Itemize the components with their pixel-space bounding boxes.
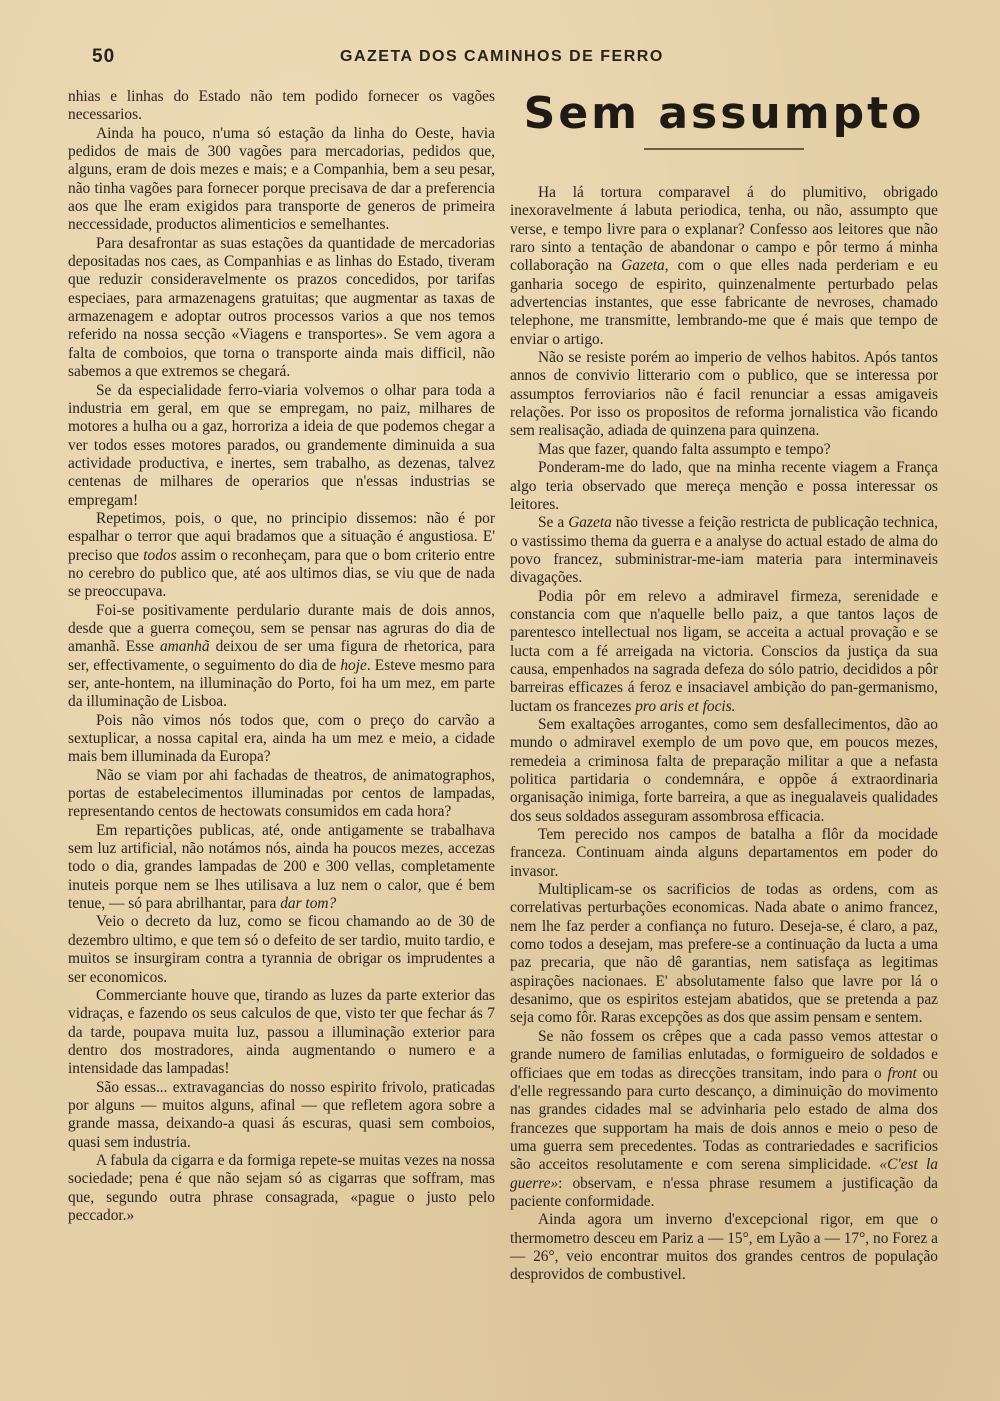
paragraph (510, 588, 938, 716)
paragraph: Ponderam-me do lado, que na minha recente viagem a França algo teria observado que mereça menção e possa interessar os leitores. (510, 459, 938, 513)
text-run: Repetimos, pois, o que, no principio dissemos: não é por espalhar o terror que aqui bradamos que a situação é angustiosa. E' preciso que (68, 509, 495, 564)
title-divider (644, 148, 804, 150)
paragraph: Sem exaltações arrogantes, como sem desfallecimentos, dão ao mundo o admiravel exemplo de um povo que, em poucos mezes, remedeia a criminosa falta de preparação militar a que a nefasta politica partidaria o condemnára, e oppõe á extraordinaria organisação inimiga, forte barreira, a que as inegualaveis qualidades dos seus soldados asseguram assombrosa efficacia. (510, 715, 938, 825)
paragraph: Para desafrontar as suas estações da quantidade de mercadorias depositadas nos caes, as Companhias e as linhas do Estado, tiveram que reduzir consideravelmente os prazos concedidos, por tarifas especiaes, para armazenagens gratuitas; que augmentar as taxas de armazenagem e adoptar outros processos varios a que nos temos referido na nossa secção «Viagens e transportes». Se vem agora a falta de comboios, que torna o transporte ainda mais difficil, não sabemos a que extremos se chegará. (68, 234, 495, 381)
left-column (68, 88, 495, 1225)
paragraph (510, 184, 938, 349)
italic-text: dar tom? (280, 895, 337, 913)
paragraph: Veio o decreto da luz, como se ficou chamando ao de 30 de dezembro ultimo, e que tem só o defeito de ser tardio, muito tardio, e muitos se insurgiram contra a tyrannia de obrigar os imprudentes a ser economicos. (68, 913, 495, 986)
text-run: Se a (538, 514, 569, 532)
paragraph: Se da especialidade ferro-viaria volvemos o olhar para toda a industria em geral, em que se empregam, no paiz, milhares de motores a hulha ou a gaz, horroriza a ideia de que podemos chegar a ver todos esses motores parados, ou grandemente diminuida a sua actividade productiva, e inertes, sem trabalho, as dezenas, talvez centenas de milhares de operarios que n'essas industrias se empregam! (68, 381, 495, 509)
text-run: : observam, e n'essa phrase resumem a justificação da paciente conformidade. (510, 1174, 938, 1210)
italic-text: hoje (340, 656, 367, 674)
paragraph (68, 602, 495, 712)
text-run: deixou de ser uma figura de rhetorica, para ser, effectivamente, o seguimento do dia de (68, 638, 495, 674)
paragraph (510, 514, 938, 587)
italic-text: pro aris et focis. (635, 697, 736, 715)
italic-text: todos (143, 546, 177, 564)
paragraph: Pois não vimos nós todos que, com o preço do carvão a sextuplicar, a nossa capital era, ainda ha um mez e meio, a cidade mais bem illuminada da Europa? (68, 711, 495, 766)
paragraph: Mas que fazer, quando falta assumpto e tempo? (538, 440, 831, 458)
italic-text: amanhã (159, 638, 210, 656)
text-run: , com o que elles nada perderiam e eu ganharia socego de espirito, quinzenalmente perturbado pelas advertencias instantes, que esse fabricante de nevroses, chamado telephone, me transmitte, lembrando-me que é mais que tempo de enviar o artigo. (510, 257, 938, 348)
text-run: Se não fossem os crêpes que a cada passo vemos attestar o grande numero de familias enlutadas, o formigueiro de soldados e officiaes que em todas as direcções transitam, indo para o (510, 1027, 938, 1082)
paragraph: São essas... extravagancias do nosso espirito frivolo, praticadas por alguns — muitos alguns, afinal — que refletem agora sobre a grande massa, deixando-a quasi ás escuras, quasi sem comboios, quasi sem industria. (68, 1078, 495, 1151)
paragraph (68, 510, 495, 602)
paragraph: Não se viam por ahi fachadas de theatros, de animatographos, portas de estabelecimentos illuminadas por centos de lampadas, representando centos de hectowats consumidos em cada hora? (68, 766, 495, 821)
text-run: . Esteve mesmo para ser, ante-hontem, na illuminação do Porto, foi ha um mez, em parte da illuminação de Lisboa. (68, 656, 495, 711)
text-run: assim o reconheçam, para que o bom criterio entre no cerebro do publico que, até aos ultimos dias, se viu que de nada se preoccupava. (68, 546, 495, 601)
italic-text: Gazeta (621, 257, 665, 275)
paragraph: nhias e linhas do Estado não tem podido fornecer os vagões necessarios. (68, 88, 495, 124)
page-number: 50 (92, 46, 116, 67)
paragraph (510, 1028, 938, 1211)
text-run: ou d'elle regressando para curto descanço, a diminuição do movimento nas grandes cidades mal se advinharia pelo estado de alma dos francezes que supportam ha mais de dois annos e meio o peso de uma guerra sem precedentes. Todas as contrariedades e sacrificios são acceitos resolutamente e com serena simplicidade. (510, 1064, 938, 1174)
italic-text: «C'est la guerre» (510, 1156, 938, 1192)
paragraph: Ainda agora um inverno d'excepcional rigor, em que o thermometro desceu em Pariz a — 15°, em Lyão a — 17°, no Forez a — 26°, veio encontrar muitos dos grandes centros de população desprovidos de combustivel. (510, 1211, 938, 1284)
text-run: não tivesse a feição restricta de publicação technica, o vastissimo thema da guerra e a analyse do actual estado de alma do povo francez, subministrar-me-iam materia para interminaveis divagações. (510, 514, 938, 587)
article-title: Sem assumpto (523, 88, 925, 139)
journal-title: GAZETA DOS CAMINHOS DE FERRO (340, 48, 664, 65)
text-run: Ha lá tortura comparavel á do plumitivo, obrigado inexoravelmente á labuta periodica, tenha, ou não, assumpto que verse, e tempo livre para o explanar? Confesso aos leitores que não raro sinto a tentação de abandonar o campo e pôr termo á minha collaboração na (510, 184, 938, 275)
paragraph: Ainda ha pouco, n'uma só estação da linha do Oeste, havia pedidos de mais de 300 vagões para mercadorias, pedidos que, alguns, eram de dois mezes e mais; e a Companhia, bem a seu pesar, não tinha vagões para fornecer porque precisava de dar a preferencia aos que lhe eram exigidos para transporte de generos de primeira neccessidade, productos alimenticios e semelhantes. (68, 124, 495, 234)
paragraph: A fabula da cigarra e da formiga repete-se muitas vezes na nossa sociedade; pena é que não sejam só as cigarras que soffram, mas que, segundo outra phrase consagrada, «pague o justo pelo peccador.» (68, 1151, 495, 1224)
paragraph: Tem perecido nos campos de batalha a flôr da mocidade franceza. Continuam ainda alguns departamentos em poder do invasor. (510, 826, 938, 880)
paragraph (68, 822, 495, 914)
paragraph: Commerciante houve que, tirando as luzes da parte exterior das vidraças, e fazendo os seus calculos de que, visto ter que fechar ás 7 da tarde, poupava muita luz, passou a illuminação exterior para dentro dos mostradores, ainda augmentando o numero e a intensidade das lampadas! (68, 986, 495, 1078)
page-header (0, 46, 1000, 72)
text-run: Podia pôr em relevo a admiravel firmeza, serenidade e constancia com que n'aquelle bello paiz, a que tantos laços de parentesco intellectual nos ligam, se acceita a actual provação e se lucta com a fé arreigada na victoria. Conscios da justiça da sua causa, empenhados na sagrada defeza do sólo patrio, decididos a pôr barreiras efficazes á feroz e insaciavel ambição do pan-germanismo, luctam os francezes (510, 587, 938, 715)
italic-text: Gazeta (568, 514, 612, 532)
paragraph: Multiplicam-se os sacrificios de todas as ordens, com as correlativas perturbações economicas. Nada abate o animo francez, nem lhe faz perder a confiança no futuro. Deseja-se, é claro, a paz, como todos a desejam, mas prefere-se a continuação da lucta a uma paz precaria, que não dê garantias, nem satisfaça as legitimas aspirações nacionaes. E' absolutamente falso que lavre por lá o desanimo, que os espiritos estejam abatidos, que se pretenda a paz seja como fôr. Raras excepções as dos que assim pensam e sentem. (510, 881, 938, 1027)
text-run: Em repartições publicas, até, onde antigamente se trabalhava sem luz artificial, não notámos nós, ainda ha poucos mezes, accezas todo o dia, grandes lampadas de 200 e 300 vellas, completamente inuteis porque nem se lhes utilisava a luz nem o calor, que é bem tenue, — só para abrilhantar, para (68, 821, 495, 913)
right-column (510, 88, 938, 1285)
paragraph: Não se resiste porém ao imperio de velhos habitos. Após tantos annos de convivio litterario com o publico, que se interessa por assumptos ferroviarios não é facil renunciar a essas amigaveis relações. Por isso os propositos de reforma jornalistica vão ficando sem realisação, adiada de quinzena para quinzena. (510, 349, 938, 440)
text-run: Foi-se positivamente perdulario durante mais de dois annos, desde que a guerra começou, sem se pensar nas agruras do dia de amanhã. Esse (68, 601, 495, 656)
italic-text: front (887, 1064, 917, 1082)
